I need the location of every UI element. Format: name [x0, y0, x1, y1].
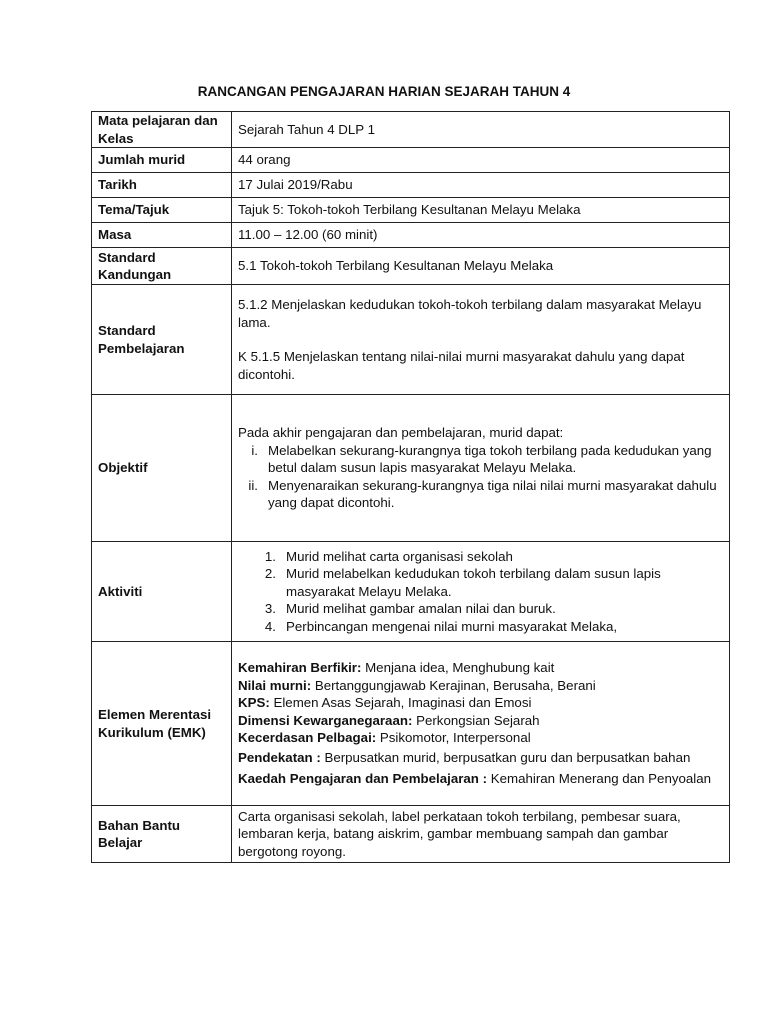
emk-text: Berpusatkan murid, berpusatkan guru dan berpusatkan bahan — [320, 749, 691, 765]
row-label: Masa — [92, 223, 232, 248]
list-item — [238, 442, 723, 477]
row-label: Bahan Bantu Belajar — [92, 806, 232, 863]
objective-intro: Pada akhir pengajaran dan pembelajaran, murid dapat: — [238, 425, 564, 441]
row-label: Tarikh — [92, 173, 232, 198]
list-text: Murid melihat carta organisasi sekolah — [286, 548, 513, 564]
emk-key: KPS: — [238, 695, 270, 711]
emk-key: Kaedah Pengajaran dan Pembelajaran : — [238, 771, 488, 787]
list-text: Melabelkan sekurang-kurangnya tiga tokoh terbilang pada kedudukan yang betul dalam susun lapis masyarakat Melayu Melaka. — [268, 442, 712, 476]
list-item — [238, 618, 723, 636]
table-row — [92, 395, 730, 542]
row-value: 5.1 Tokoh-tokoh Terbilang Kesultanan Melayu Melaka — [232, 248, 730, 285]
table-row — [92, 285, 730, 395]
emk-text: Bertanggungjawab Kerajinan, Berusaha, Berani — [311, 677, 596, 693]
emk-line — [238, 677, 723, 695]
emk-line — [238, 659, 723, 677]
emk-text: Menjana idea, Menghubung kait — [361, 660, 555, 676]
emk-key: Dimensi Kewarganegaraan: — [238, 712, 413, 728]
emk-line — [238, 749, 723, 767]
lesson-plan-table — [91, 111, 730, 863]
table-row — [92, 112, 730, 148]
emk-line — [238, 729, 723, 747]
row-label: Tema/Tajuk — [92, 198, 232, 223]
row-value — [232, 395, 730, 542]
table-row — [92, 248, 730, 285]
list-number: i. — [251, 442, 258, 458]
list-item — [238, 600, 723, 618]
list-text: Murid melihat gambar amalan nilai dan buruk. — [286, 601, 556, 617]
emk-line — [238, 770, 723, 788]
row-label: Standard Kandungan — [92, 248, 232, 285]
row-label: Elemen Merentasi Kurikulum (EMK) — [92, 642, 232, 806]
learning-standard-2: K 5.1.5 Menjelaskan tentang nilai-nilai murni masyarakat dahulu yang dapat dicontohi. — [238, 349, 685, 382]
table-row — [92, 642, 730, 806]
row-value: Sejarah Tahun 4 DLP 1 — [232, 112, 730, 148]
table-row — [92, 173, 730, 198]
emk-line — [238, 712, 723, 730]
row-value: Carta organisasi sekolah, label perkataan tokoh terbilang, pembesar suara, lembaran kerja, batang aiskrim, gambar membuang sampah dan gambar bergotong royong. — [232, 806, 730, 863]
table-row — [92, 542, 730, 642]
row-value — [232, 642, 730, 806]
row-value: 44 orang — [232, 148, 730, 173]
list-item — [238, 548, 723, 566]
list-number: 4. — [264, 618, 276, 634]
table-row — [92, 148, 730, 173]
learning-standard-1: 5.1.2 Menjelaskan kedudukan tokoh-tokoh terbilang dalam masyarakat Melayu lama. — [238, 297, 702, 330]
list-text: Menyenaraikan sekurang-kurangnya tiga nilai nilai murni masyarakat dahulu yang dapat dicontohi. — [268, 477, 717, 511]
emk-line — [238, 694, 723, 712]
emk-text: Kemahiran Menerang dan Penyoalan — [487, 771, 712, 787]
activity-list — [238, 548, 723, 636]
objective-list — [238, 442, 723, 512]
list-number: 1. — [264, 548, 276, 564]
emk-text: Psikomotor, Interpersonal — [376, 730, 531, 746]
list-number: 3. — [264, 601, 276, 617]
row-value: Tajuk 5: Tokoh-tokoh Terbilang Kesultanan Melayu Melaka — [232, 198, 730, 223]
row-label: Objektif — [92, 395, 232, 542]
table-row — [92, 198, 730, 223]
table-row — [92, 806, 730, 863]
emk-text: Elemen Asas Sejarah, Imaginasi dan Emosi — [269, 695, 532, 711]
emk-text: Perkongsian Sejarah — [412, 712, 540, 728]
list-number: ii. — [248, 477, 258, 493]
row-value — [232, 542, 730, 642]
row-label: Jumlah murid — [92, 148, 232, 173]
row-label: Standard Pembelajaran — [92, 285, 232, 395]
row-label: Aktiviti — [92, 542, 232, 642]
emk-key: Kemahiran Berfikir: — [238, 660, 362, 676]
emk-key: Nilai murni: — [238, 677, 312, 693]
list-item — [238, 565, 723, 600]
row-value — [232, 285, 730, 395]
list-text: Murid melabelkan kedudukan tokoh terbilang dalam susun lapis masyarakat Melayu Melaka. — [286, 566, 661, 599]
row-label: Mata pelajaran dan Kelas — [92, 112, 232, 148]
table-row — [92, 223, 730, 248]
list-text: Perbincangan mengenai nilai murni masyarakat Melaka, — [286, 618, 618, 634]
emk-key: Pendekatan : — [238, 749, 321, 765]
list-number: 2. — [264, 566, 276, 582]
row-value: 11.00 – 12.00 (60 minit) — [232, 223, 730, 248]
page-title: RANCANGAN PENGAJARAN HARIAN SEJARAH TAHUN 4 — [197, 84, 571, 99]
list-item — [238, 477, 723, 512]
row-value: 17 Julai 2019/Rabu — [232, 173, 730, 198]
emk-key: Kecerdasan Pelbagai: — [238, 730, 377, 746]
